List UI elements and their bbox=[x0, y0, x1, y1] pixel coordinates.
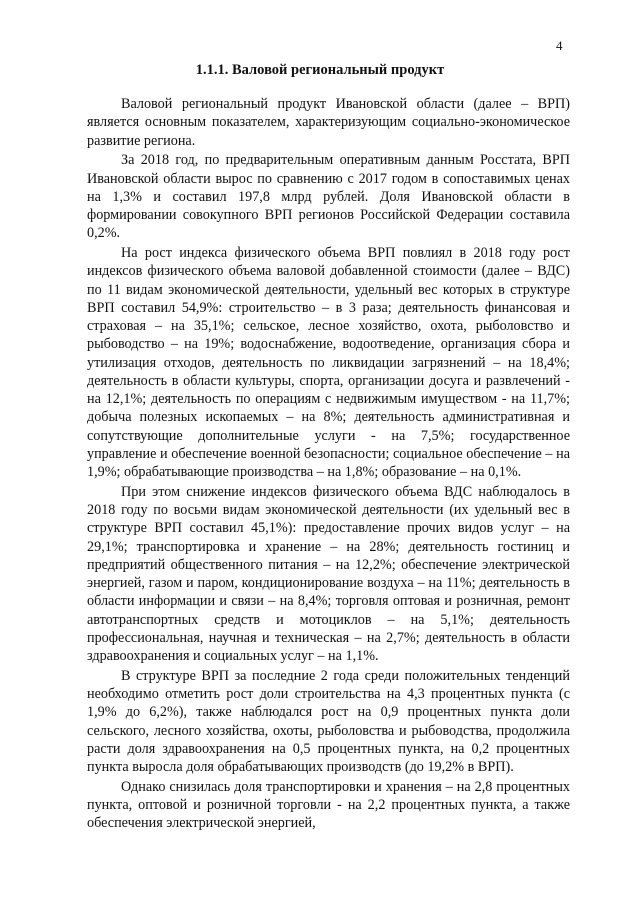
section-title: 1.1.1. Валовой региональный продукт bbox=[195, 62, 445, 78]
page-number: 4 bbox=[556, 38, 563, 53]
body-text bbox=[87, 95, 570, 834]
paragraph-declining-shares: Однако снизилась доля транспортировки и хранения – на 2,8 процентных пункта, оптовой и розничной торговли - на 2,2 процентных пункта, а также обеспечения электрической энергией, bbox=[87, 778, 570, 832]
paragraph-decline-sectors: При этом снижение индексов физического объема ВДС наблюдалось в 2018 году по восьми видам экономической деятельности (их удельный вес в структуре ВРП составил 45,1%): предоставление прочих видов услуг – на 29,1%; транспортировка и хранение – на 28%; деятельность гостиниц и предприятий общественного питания – на 12,2%; обеспечение электрической энергией, газом и паром, кондиционирование воздуха – на 11%; деятельность в области информации и связи – на 8,4%; торговля оптовая и розничная, ремонт автотранспортных средств и мотоциклов – на 5,1%; деятельность профессиональная, научная и техническая – на 2,7%; деятельность в области здравоохранения и социальных услуг – на 1,1%. bbox=[87, 483, 570, 664]
paragraph-growth-sectors: На рост индекса физического объема ВРП повлиял в 2018 году рост индексов физического объема валовой добавленной стоимости (далее – ВДС) по 11 видам экономической деятельности, удельный вес которых в структуре ВРП составил 54,9%: строительство – в 3 раза; деятельность финансовая и страховая – на 35,1%; сельское, лесное хозяйство, охота, рыболовство и рыбоводство – на 19%; водоснабжение, водоотведение, организация сбора и утилизация отходов, деятельность по ликвидации загрязнений – на 18,4%; деятельность в области культуры, спорта, организации досуга и развлечений - на 12,1%; деятельность по операциям с недвижимым имуществом - на 11,7%; добыча полезных ископаемых – на 8%; деятельность административная и сопутствующие дополнительные услуги - на 7,5%; государственное управление и обеспечение военной безопасности; социальное обеспечение – на 1,9%; обрабатывающие производства – на 1,8%; образование – на 0,1%. bbox=[87, 245, 570, 480]
paragraph-structure-trends: В структуре ВРП за последние 2 года среди положительных тенденций необходимо отметить рост доли строительства на 4,3 процентных пункта (с 1,9% до 6,2%), также наблюдался рост на 0,9 процентных пункта доли сельского, лесного хозяйства, охоты, рыболовства и рыбоводства, продолжила расти доля здравоохранения на 0,5 процентных пункта, на 0,2 процентных пункта выросла доля обрабатывающих производств (до 19,2% в ВРП). bbox=[87, 667, 570, 775]
paragraph-intro: Валовой региональный продукт Ивановской области (далее – ВРП) является основным показателем, характеризующим социально-экономическое развитие региона. bbox=[87, 96, 570, 149]
paragraph-2018-growth: За 2018 год, по предварительным оперативным данным Росстата, ВРП Ивановской области вырос по сравнению с 2017 годом в сопоставимых ценах на 1,3% и составил 197,8 млрд рублей. Доля Ивановской области в формировании совокупного ВРП регионов Российской Федерации составила 0,2%. bbox=[87, 152, 570, 242]
